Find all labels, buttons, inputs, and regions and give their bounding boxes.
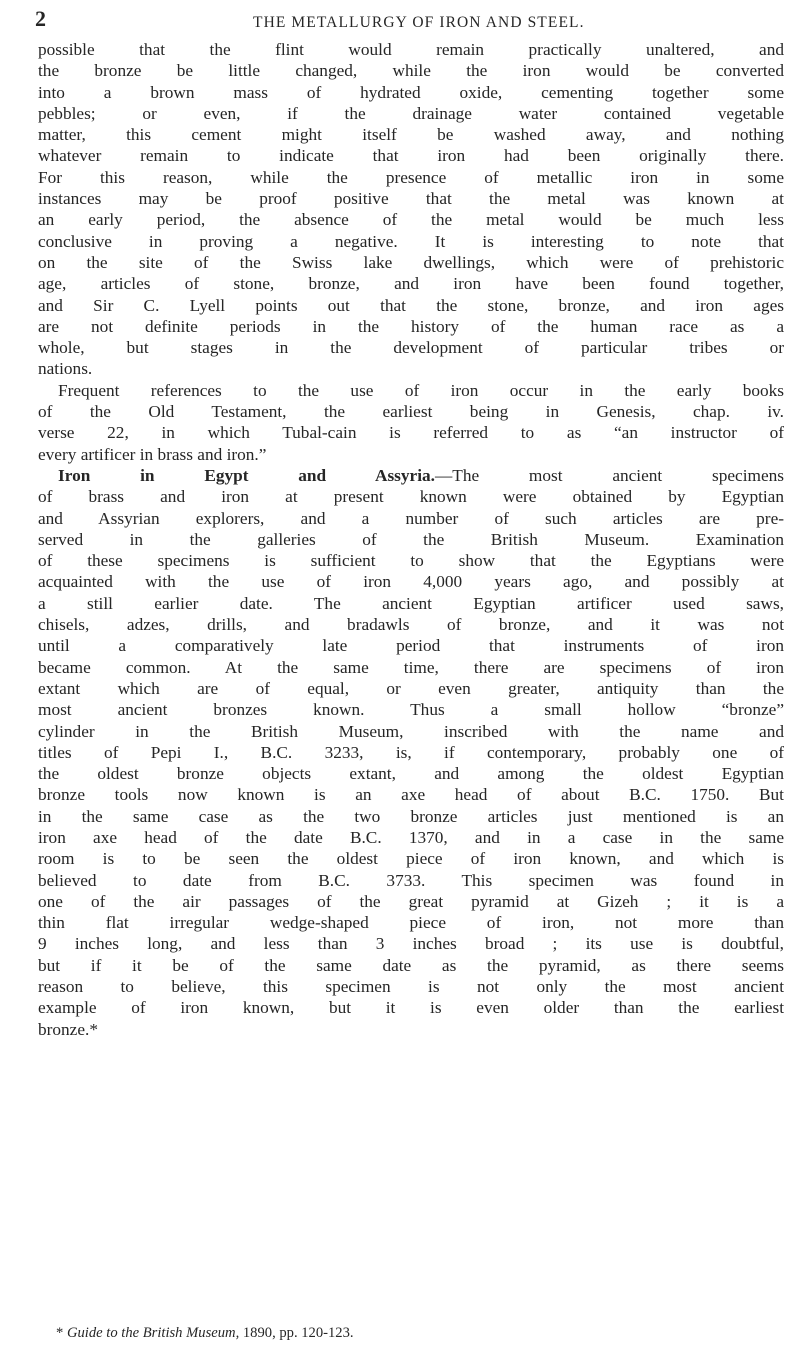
text-line: into a brown mass of hydrated oxide, cementing together some [38, 82, 784, 102]
footnote-source: Guide to the British Museum, [66, 1325, 240, 1341]
text-line: cylinder in the British Museum, inscribed with the name and [38, 721, 784, 741]
section-heading: Iron in Egypt and Assyria. [58, 465, 435, 485]
text-line: For this reason, while the presence of metallic iron in some [38, 167, 784, 187]
text-line: the oldest bronze objects extant, and among the oldest Egyptian [38, 764, 784, 784]
text-line: believed to date from B.C. 3733. This specimen was found in [38, 870, 784, 890]
footnote-detail: 1890, pp. 120-123. [239, 1325, 354, 1341]
text-line: nations. [38, 359, 93, 379]
text-line: on the site of the Swiss lake dwellings, which were of prehistoric [38, 252, 784, 272]
text-line: whole, but stages in the development of particular tribes or [38, 338, 784, 358]
text-line: bronze.* [38, 1019, 98, 1039]
text-line: extant which are of equal, or even greater, antiquity than the [38, 678, 784, 698]
text-line: chisels, adzes, drills, and bradawls of bronze, and it was not [38, 615, 784, 635]
text-line: in the same case as the two bronze articles just mentioned is an [38, 806, 784, 826]
text-line: an early period, the absence of the metal would be much less [38, 210, 784, 230]
text-line: instances may be proof positive that the metal was known at [38, 189, 784, 209]
text-line: every artificer in brass and iron.” [38, 444, 267, 464]
footnote-marker: * [56, 1325, 67, 1341]
section-heading-line [38, 465, 784, 486]
text-line: conclusive in proving a negative. It is interesting to note that [38, 231, 784, 251]
text-line: a still earlier date. The ancient Egyptian artificer used saws, [38, 593, 784, 613]
text-line: 9 inches long, and less than 3 inches broad ; its use is doubtful, [38, 934, 784, 954]
text-line: verse 22, in which Tubal-cain is referred to as “an instructor of [38, 423, 784, 443]
text-line: —The most ancient specimens [434, 465, 784, 485]
text-line: became common. At the same time, there are specimens of iron [38, 657, 784, 677]
text-line: iron axe head of the date B.C. 1370, and in a case in the same [38, 827, 784, 847]
text-line: age, articles of stone, bronze, and iron have been found together, [38, 274, 784, 294]
text-line: acquainted with the use of iron 4,000 years ago, and possibly at [38, 572, 784, 592]
text-line: of these specimens is sufficient to show that the Egyptians were [38, 551, 784, 571]
text-line: and Assyrian explorers, and a number of such articles are pre- [38, 508, 784, 528]
page-number: 2 [35, 6, 46, 31]
text-line: pebbles; or even, if the drainage water contained vegetable [38, 103, 784, 123]
text-line: served in the galleries of the British Museum. Examination [38, 529, 784, 549]
text-line: most ancient bronzes known. Thus a small hollow “bronze” [38, 700, 784, 720]
text-line: example of iron known, but it is even older than the earliest [38, 998, 784, 1018]
text-line: but if it be of the same date as the pyramid, as there seems [38, 955, 784, 975]
text-line: whatever remain to indicate that iron had been originally there. [38, 146, 784, 166]
text-line: reason to believe, this specimen is not only the most ancient [38, 977, 784, 997]
body-text [38, 39, 784, 1040]
text-line: titles of Pepi I., B.C. 3233, is, if contemporary, probably one of [38, 742, 784, 762]
text-line: and Sir C. Lyell points out that the stone, bronze, and iron ages [38, 295, 784, 315]
text-line: of the Old Testament, the earliest being in Genesis, chap. iv. [38, 402, 784, 422]
text-line: bronze tools now known is an axe head of about B.C. 1750. But [38, 785, 784, 805]
text-line: are not definite periods in the history of the human race as a [38, 316, 784, 336]
running-head: THE METALLURGY OF IRON AND STEEL. [253, 14, 585, 31]
text-line: one of the air passages of the great pyramid at Gizeh ; it is a [38, 891, 784, 911]
text-line: thin flat irregular wedge-shaped piece of iron, not more than [38, 913, 784, 933]
text-line: matter, this cement might itself be washed away, and nothing [38, 125, 784, 145]
footnote [56, 1324, 354, 1343]
text-line: until a comparatively late period that instruments of iron [38, 636, 784, 656]
text-line: possible that the flint would remain practically unaltered, and [38, 40, 784, 59]
text-line: room is to be seen the oldest piece of iron known, and which is [38, 849, 784, 869]
text-line: Frequent references to the use of iron occur in the early books [58, 380, 784, 400]
text-line: the bronze be little changed, while the iron would be converted [38, 61, 784, 81]
text-line: of brass and iron at present known were obtained by Egyptian [38, 487, 784, 507]
